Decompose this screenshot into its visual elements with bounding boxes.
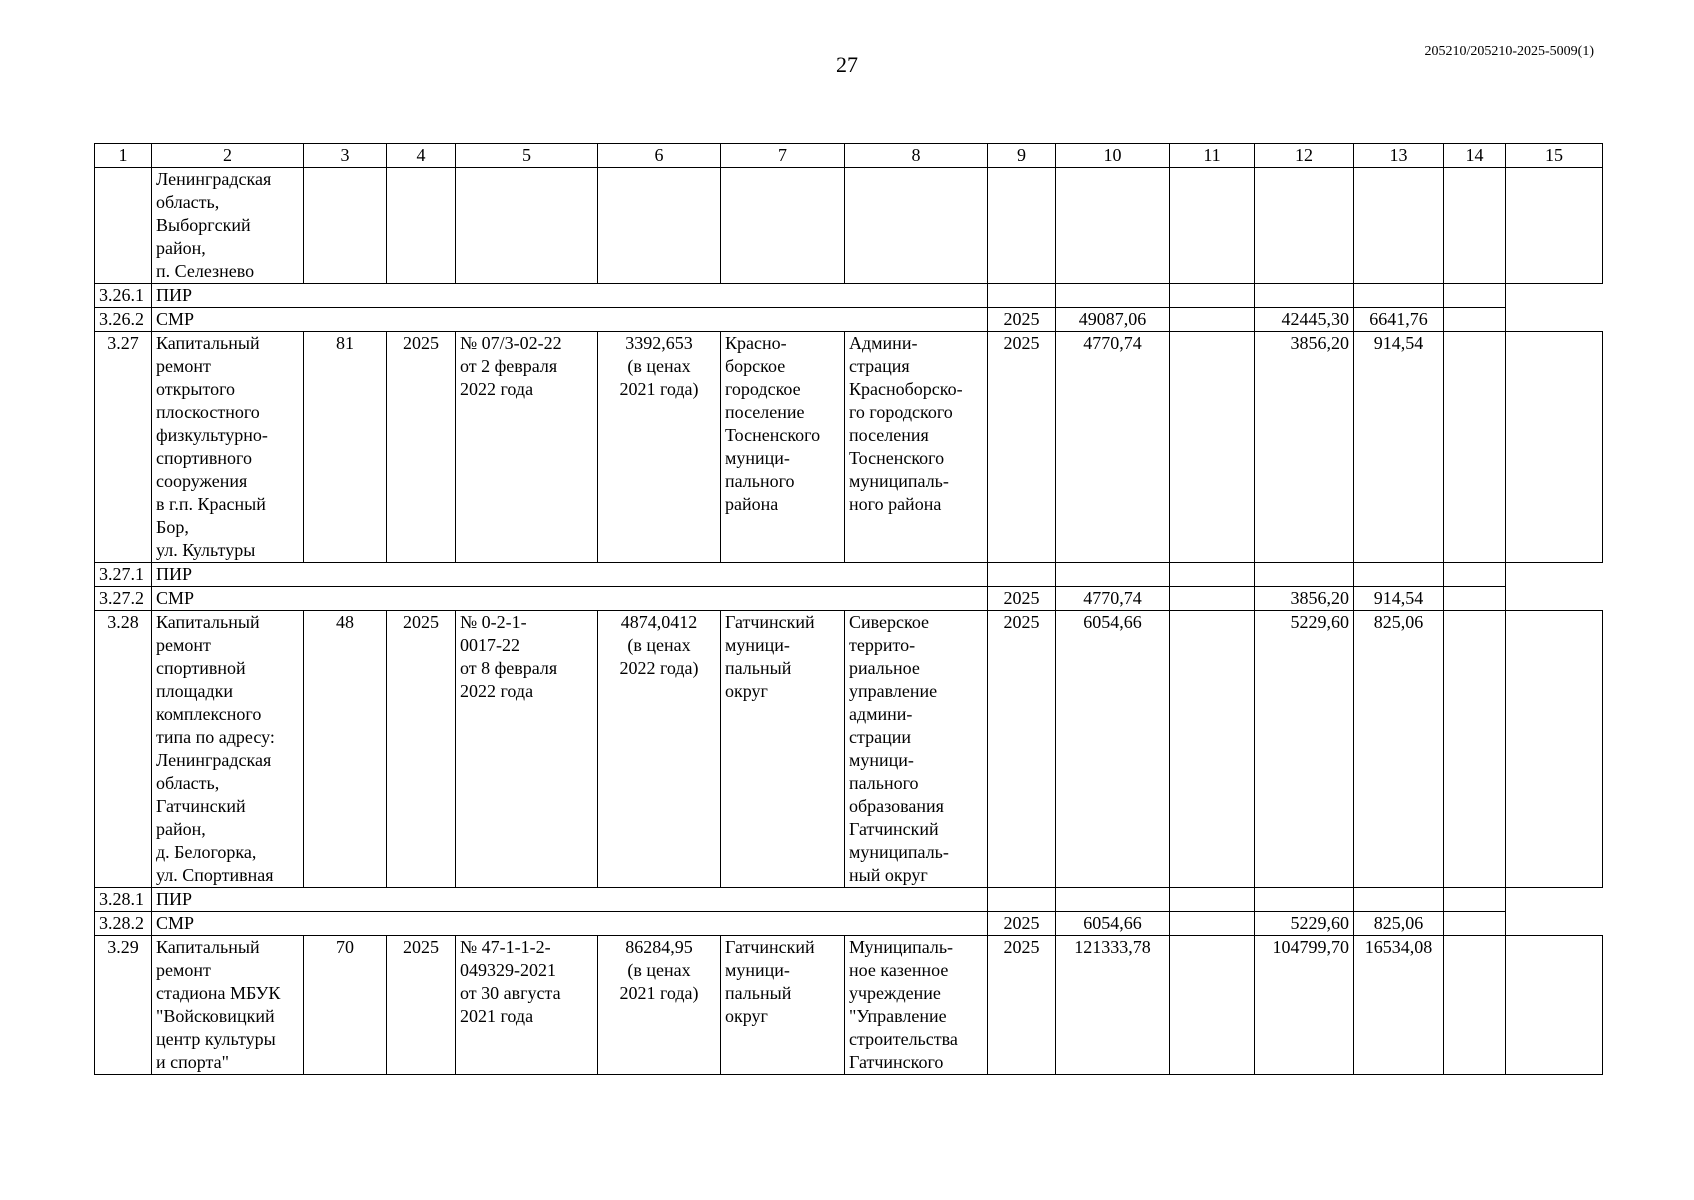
amount-cell: 104799,70 [1255, 936, 1354, 1075]
amount-cell: 42445,30 [1255, 308, 1354, 332]
page-number: 27 [836, 52, 858, 77]
municipality-cell: Гатчинский муници- пальный округ [721, 611, 845, 888]
amount-cell: 3856,20 [1255, 587, 1354, 611]
column-header: 4 [387, 144, 456, 168]
customer-cell: Сиверское террито- риальное управление админи- страции муници- пального образования Гатчинский муниципаль- ный округ [845, 611, 988, 888]
column-header: 11 [1170, 144, 1255, 168]
amount-cell: 6054,66 [1056, 611, 1170, 888]
estimate-cell: 86284,95 (в ценах 2021 года) [598, 936, 721, 1075]
amount-cell: 825,06 [1354, 912, 1444, 936]
row-number: 3.27.1 [95, 563, 152, 587]
expertise-cell: № 0-2-1- 0017-22 от 8 февраля 2022 года [456, 611, 598, 888]
column-header: 10 [1056, 144, 1170, 168]
budget-table [94, 143, 1603, 1075]
year-cell: 2025 [988, 912, 1056, 936]
column-header: 7 [721, 144, 845, 168]
column-header: 6 [598, 144, 721, 168]
amount-cell: 6641,76 [1354, 308, 1444, 332]
document-id: 205210/205210-2025-5009(1) [1424, 44, 1594, 59]
row-number: 3.28 [95, 611, 152, 888]
year-cell: 2025 [387, 936, 456, 1075]
row-number: 3.26.2 [95, 308, 152, 332]
capacity-cell: 81 [304, 332, 387, 563]
capacity-cell: 70 [304, 936, 387, 1075]
column-header: 2 [152, 144, 304, 168]
estimate-cell: 3392,653 (в ценах 2021 года) [598, 332, 721, 563]
year-cell: 2025 [387, 332, 456, 563]
column-header: 3 [304, 144, 387, 168]
row-number: 3.27.2 [95, 587, 152, 611]
column-header: 1 [95, 144, 152, 168]
column-header: 13 [1354, 144, 1444, 168]
object-name: Ленинградская область, Выборгский район, п. Селезнево [152, 168, 304, 284]
year-cell: 2025 [387, 611, 456, 888]
column-header: 5 [456, 144, 598, 168]
column-number-row [95, 144, 1603, 168]
row-label: СМР [152, 912, 988, 936]
table-row [95, 284, 1603, 308]
amount-cell: 825,06 [1354, 611, 1444, 888]
table-row [95, 308, 1603, 332]
row-number: 3.28.2 [95, 912, 152, 936]
estimate-cell: 4874,0412 (в ценах 2022 года) [598, 611, 721, 888]
row-label: ПИР [152, 284, 988, 308]
object-name: Капитальный ремонт спортивной площадки комплексного типа по адресу: Ленинградская область, Гатчинский район, д. Белогорка, ул. Спортивная [152, 611, 304, 888]
amount-cell: 4770,74 [1056, 587, 1170, 611]
table-row [95, 168, 1603, 284]
customer-cell: Админи- страция Красноборско- го городского поселения Тосненского муниципаль- ного района [845, 332, 988, 563]
row-number: 3.28.1 [95, 888, 152, 912]
object-name: Капитальный ремонт стадиона МБУК "Войсковицкий центр культуры и спорта" [152, 936, 304, 1075]
row-label: СМР [152, 587, 988, 611]
table-row [95, 912, 1603, 936]
amount-cell: 914,54 [1354, 587, 1444, 611]
table-row [95, 936, 1603, 1075]
year-cell: 2025 [988, 936, 1056, 1075]
year-cell: 2025 [988, 332, 1056, 563]
row-label: ПИР [152, 563, 988, 587]
amount-cell: 121333,78 [1056, 936, 1170, 1075]
row-label: ПИР [152, 888, 988, 912]
amount-cell: 3856,20 [1255, 332, 1354, 563]
year-cell: 2025 [988, 308, 1056, 332]
amount-cell: 4770,74 [1056, 332, 1170, 563]
row-number: 3.26.1 [95, 284, 152, 308]
table-row [95, 611, 1603, 888]
municipality-cell: Красно- борское городское поселение Тосненского муници- пального района [721, 332, 845, 563]
column-header: 12 [1255, 144, 1354, 168]
column-header: 9 [988, 144, 1056, 168]
row-number: 3.27 [95, 332, 152, 563]
table-row [95, 587, 1603, 611]
expertise-cell: № 47-1-1-2- 049329-2021 от 30 августа 2021 года [456, 936, 598, 1075]
amount-cell: 5229,60 [1255, 611, 1354, 888]
amount-cell: 49087,06 [1056, 308, 1170, 332]
table-row [95, 563, 1603, 587]
municipality-cell: Гатчинский муници- пальный округ [721, 936, 845, 1075]
amount-cell: 914,54 [1354, 332, 1444, 563]
amount-cell: 16534,08 [1354, 936, 1444, 1075]
table-row [95, 332, 1603, 563]
table-row [95, 888, 1603, 912]
expertise-cell: № 07/3-02-22 от 2 февраля 2022 года [456, 332, 598, 563]
amount-cell: 6054,66 [1056, 912, 1170, 936]
year-cell: 2025 [988, 587, 1056, 611]
amount-cell: 5229,60 [1255, 912, 1354, 936]
column-header: 15 [1506, 144, 1603, 168]
column-header: 14 [1444, 144, 1506, 168]
capacity-cell: 48 [304, 611, 387, 888]
year-cell: 2025 [988, 611, 1056, 888]
column-header: 8 [845, 144, 988, 168]
customer-cell: Муниципаль- ное казенное учреждение "Управление строительства Гатчинского [845, 936, 988, 1075]
object-name: Капитальный ремонт открытого плоскостного физкультурно- спортивного сооружения в г.п. Красный Бор, ул. Культуры [152, 332, 304, 563]
row-number: 3.29 [95, 936, 152, 1075]
row-label: СМР [152, 308, 988, 332]
